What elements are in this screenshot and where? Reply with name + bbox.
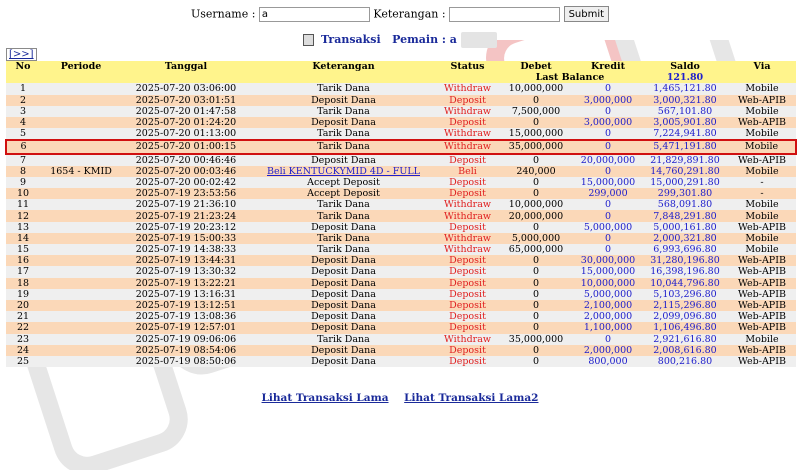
- row-saldo: 2,921,616.80: [642, 334, 728, 345]
- row-saldo: 567,101.80: [642, 106, 728, 117]
- col-debet: Debet: [498, 61, 574, 72]
- row-tanggal: 2025-07-19 21:23:24: [122, 210, 250, 221]
- row-tanggal: 2025-07-19 13:16:31: [122, 289, 250, 300]
- row-saldo: 2,000,321.80: [642, 233, 728, 244]
- row-keterangan: Deposit Dana: [250, 311, 437, 322]
- row-kredit: 3,000,000: [574, 95, 642, 106]
- row-tanggal: 2025-07-19 15:00:33: [122, 233, 250, 244]
- row-via: Mobile: [728, 334, 796, 345]
- row-debet: 0: [498, 95, 574, 106]
- row-via: Web-APIB: [728, 266, 796, 277]
- row-periode: [40, 356, 122, 367]
- row-no: 14: [6, 233, 40, 244]
- row-kredit: 0: [574, 83, 642, 94]
- row-via: Mobile: [728, 244, 796, 255]
- row-saldo: 5,000,161.80: [642, 222, 728, 233]
- row-keterangan: Tarik Dana: [250, 128, 437, 140]
- table-row: [6, 166, 796, 177]
- row-keterangan: Deposit Dana: [250, 222, 437, 233]
- row-status: Withdraw: [437, 233, 498, 244]
- row-no: 2: [6, 95, 40, 106]
- row-status: Deposit: [437, 255, 498, 266]
- search-form: [0, 6, 800, 22]
- row-via: Web-APIB: [728, 278, 796, 289]
- row-keterangan: Tarik Dana: [250, 140, 437, 153]
- row-debet: 0: [498, 177, 574, 188]
- row-via: Mobile: [728, 166, 796, 177]
- row-saldo: 3,000,321.80: [642, 95, 728, 106]
- table-row: [6, 244, 796, 255]
- row-via: Web-APIB: [728, 300, 796, 311]
- row-periode: [40, 322, 122, 333]
- row-saldo: 16,398,196.80: [642, 266, 728, 277]
- row-kredit: 10,000,000: [574, 278, 642, 289]
- table-row: [6, 188, 796, 199]
- row-kredit: 15,000,000: [574, 177, 642, 188]
- row-status: Deposit: [437, 117, 498, 128]
- row-tanggal: 2025-07-19 13:12:51: [122, 300, 250, 311]
- table-header-row: [6, 61, 796, 72]
- table-row: [6, 154, 796, 166]
- row-saldo: 10,044,796.80: [642, 278, 728, 289]
- row-saldo: 800,216.80: [642, 356, 728, 367]
- row-debet: 240,000: [498, 166, 574, 177]
- row-tanggal: 2025-07-19 13:08:36: [122, 311, 250, 322]
- row-via: Web-APIB: [728, 95, 796, 106]
- row-keterangan: Deposit Dana: [250, 300, 437, 311]
- row-debet: 0: [498, 356, 574, 367]
- row-no: 7: [6, 154, 40, 166]
- row-status: Withdraw: [437, 334, 498, 345]
- row-periode: [40, 266, 122, 277]
- row-status: Deposit: [437, 278, 498, 289]
- row-no: 10: [6, 188, 40, 199]
- row-status: Beli: [437, 166, 498, 177]
- row-keterangan: Tarik Dana: [250, 233, 437, 244]
- row-status: Withdraw: [437, 128, 498, 140]
- row-kredit: 20,000,000: [574, 154, 642, 166]
- row-tanggal: 2025-07-19 14:38:33: [122, 244, 250, 255]
- col-tanggal: Tanggal: [122, 61, 250, 72]
- row-periode: [40, 289, 122, 300]
- username-label: Username :: [190, 7, 256, 21]
- table-row: [6, 199, 796, 210]
- row-periode: [40, 188, 122, 199]
- row-saldo: 568,091.80: [642, 199, 728, 210]
- row-tanggal: 2025-07-19 13:44:31: [122, 255, 250, 266]
- table-row: [6, 289, 796, 300]
- table-row: [6, 311, 796, 322]
- row-debet: 20,000,000: [498, 210, 574, 221]
- table-row: [6, 322, 796, 333]
- row-periode: [40, 177, 122, 188]
- row-keterangan: Tarik Dana: [250, 210, 437, 221]
- row-tanggal: 2025-07-20 03:06:00: [122, 83, 250, 94]
- row-debet: 7,500,000: [498, 106, 574, 117]
- row-no: 1: [6, 83, 40, 94]
- row-kredit: 1,100,000: [574, 322, 642, 333]
- row-kredit: 0: [574, 334, 642, 345]
- row-status: Withdraw: [437, 199, 498, 210]
- table-row: [6, 233, 796, 244]
- row-kredit: 0: [574, 106, 642, 117]
- last-balance-value: 121.80: [642, 72, 728, 83]
- row-tanggal: 2025-07-19 13:30:32: [122, 266, 250, 277]
- row-periode: [40, 300, 122, 311]
- table-row: [6, 278, 796, 289]
- row-no: 5: [6, 128, 40, 140]
- row-via: -: [728, 177, 796, 188]
- row-saldo: 2,099,096.80: [642, 311, 728, 322]
- row-kredit: 0: [574, 233, 642, 244]
- row-saldo: 3,005,901.80: [642, 117, 728, 128]
- row-debet: 0: [498, 266, 574, 277]
- row-via: Mobile: [728, 199, 796, 210]
- row-kredit: 15,000,000: [574, 266, 642, 277]
- row-debet: 0: [498, 117, 574, 128]
- row-tanggal: 2025-07-20 00:46:46: [122, 154, 250, 166]
- row-kredit: 0: [574, 140, 642, 153]
- last-balance-row: [6, 72, 796, 83]
- row-tanggal: 2025-07-19 12:57:01: [122, 322, 250, 333]
- row-keterangan: Accept Deposit: [250, 188, 437, 199]
- row-status: Deposit: [437, 289, 498, 300]
- document-icon: [303, 34, 314, 46]
- row-kredit: 5,000,000: [574, 289, 642, 300]
- row-keterangan: Tarik Dana: [250, 106, 437, 117]
- row-periode: [40, 83, 122, 94]
- row-tanggal: 2025-07-19 21:36:10: [122, 199, 250, 210]
- row-tanggal: 2025-07-19 08:54:06: [122, 345, 250, 356]
- row-periode: [40, 210, 122, 221]
- row-status: Deposit: [437, 188, 498, 199]
- table-row: [6, 255, 796, 266]
- row-kredit: 0: [574, 166, 642, 177]
- row-no: 11: [6, 199, 40, 210]
- row-debet: 0: [498, 188, 574, 199]
- table-row: [6, 117, 796, 128]
- row-status: Deposit: [437, 95, 498, 106]
- last-balance-label: Last Balance: [498, 72, 642, 83]
- row-keterangan: Deposit Dana: [250, 345, 437, 356]
- row-saldo: 1,465,121.80: [642, 83, 728, 94]
- row-via: Web-APIB: [728, 222, 796, 233]
- row-via: Mobile: [728, 128, 796, 140]
- row-tanggal: 2025-07-20 00:02:42: [122, 177, 250, 188]
- row-periode: [40, 244, 122, 255]
- table-row: [6, 95, 796, 106]
- row-periode: [40, 278, 122, 289]
- table-row: [6, 106, 796, 117]
- col-no: No: [6, 61, 40, 72]
- row-keterangan: Deposit Dana: [250, 322, 437, 333]
- keterangan-label: Keterangan :: [373, 7, 446, 21]
- submit-button[interactable]: Submit: [564, 6, 609, 22]
- row-keterangan: Deposit Dana: [250, 117, 437, 128]
- row-saldo: 5,471,191.80: [642, 140, 728, 153]
- row-via: Mobile: [728, 233, 796, 244]
- row-kredit: 299,000: [574, 188, 642, 199]
- row-kredit: 0: [574, 210, 642, 221]
- table-row: [6, 140, 796, 153]
- table-row: [6, 222, 796, 233]
- row-no: 13: [6, 222, 40, 233]
- row-saldo: 5,103,296.80: [642, 289, 728, 300]
- row-tanggal: 2025-07-20 00:03:46: [122, 166, 250, 177]
- row-no: 6: [6, 140, 40, 153]
- row-no: 23: [6, 334, 40, 345]
- row-no: 19: [6, 289, 40, 300]
- row-debet: 0: [498, 311, 574, 322]
- row-debet: 0: [498, 345, 574, 356]
- row-saldo: 31,280,196.80: [642, 255, 728, 266]
- row-no: 18: [6, 278, 40, 289]
- row-tanggal: 2025-07-20 01:00:15: [122, 140, 250, 153]
- table-row: [6, 210, 796, 221]
- row-keterangan: Tarik Dana: [250, 334, 437, 345]
- row-no: 15: [6, 244, 40, 255]
- redacted-player-name: [461, 32, 497, 48]
- col-kredit: Kredit: [574, 61, 642, 72]
- row-keterangan[interactable]: Beli KENTUCKYMID 4D - FULL: [250, 166, 437, 177]
- table-row: [6, 128, 796, 140]
- transaksi-title: Transaksi: [321, 33, 381, 46]
- row-saldo: 2,008,616.80: [642, 345, 728, 356]
- row-status: Deposit: [437, 322, 498, 333]
- col-status: Status: [437, 61, 498, 72]
- row-debet: 35,000,000: [498, 140, 574, 153]
- row-debet: 0: [498, 222, 574, 233]
- row-via: Web-APIB: [728, 255, 796, 266]
- lihat-transaksi-lama2-link[interactable]: Lihat Transaksi Lama2: [404, 392, 539, 404]
- row-kredit: 800,000: [574, 356, 642, 367]
- row-tanggal: 2025-07-19 08:50:06: [122, 356, 250, 367]
- table-row: [6, 300, 796, 311]
- col-saldo: Saldo: [642, 61, 728, 72]
- lihat-transaksi-lama-link[interactable]: Lihat Transaksi Lama: [261, 392, 389, 404]
- row-keterangan: Deposit Dana: [250, 154, 437, 166]
- row-debet: 0: [498, 278, 574, 289]
- row-via: Web-APIB: [728, 311, 796, 322]
- row-status: Deposit: [437, 356, 498, 367]
- row-debet: 0: [498, 300, 574, 311]
- row-status: Withdraw: [437, 210, 498, 221]
- row-debet: 5,000,000: [498, 233, 574, 244]
- row-no: 24: [6, 345, 40, 356]
- row-periode: [40, 233, 122, 244]
- row-debet: 10,000,000: [498, 199, 574, 210]
- row-periode: [40, 199, 122, 210]
- row-status: Deposit: [437, 154, 498, 166]
- transaction-table: [5, 61, 797, 367]
- row-keterangan: Tarik Dana: [250, 244, 437, 255]
- keterangan-input[interactable]: [449, 7, 560, 22]
- row-no: 8: [6, 166, 40, 177]
- row-debet: 35,000,000: [498, 334, 574, 345]
- row-via: Web-APIB: [728, 322, 796, 333]
- row-via: Web-APIB: [728, 154, 796, 166]
- table-row: [6, 356, 796, 367]
- row-keterangan: Deposit Dana: [250, 278, 437, 289]
- row-keterangan: Deposit Dana: [250, 266, 437, 277]
- row-keterangan: Deposit Dana: [250, 289, 437, 300]
- row-kredit: 0: [574, 199, 642, 210]
- row-no: 25: [6, 356, 40, 367]
- row-via: Web-APIB: [728, 356, 796, 367]
- col-periode: Periode: [40, 61, 122, 72]
- row-debet: 10,000,000: [498, 83, 574, 94]
- row-no: 16: [6, 255, 40, 266]
- row-periode: [40, 255, 122, 266]
- row-tanggal: 2025-07-19 20:23:12: [122, 222, 250, 233]
- row-kredit: 2,000,000: [574, 311, 642, 322]
- row-saldo: 299,301.80: [642, 188, 728, 199]
- row-status: Withdraw: [437, 106, 498, 117]
- row-tanggal: 2025-07-19 09:06:06: [122, 334, 250, 345]
- row-periode: [40, 154, 122, 166]
- row-saldo: 2,115,296.80: [642, 300, 728, 311]
- row-periode: [40, 222, 122, 233]
- row-saldo: 21,829,891.80: [642, 154, 728, 166]
- row-no: 21: [6, 311, 40, 322]
- row-keterangan: Accept Deposit: [250, 177, 437, 188]
- row-via: -: [728, 188, 796, 199]
- row-via: Mobile: [728, 210, 796, 221]
- row-kredit: 0: [574, 128, 642, 140]
- row-status: Deposit: [437, 300, 498, 311]
- username-input[interactable]: [259, 7, 370, 22]
- row-status: Deposit: [437, 266, 498, 277]
- row-periode: [40, 106, 122, 117]
- table-row: [6, 266, 796, 277]
- row-debet: 0: [498, 322, 574, 333]
- col-keterangan: Keterangan: [250, 61, 437, 72]
- row-saldo: 7,848,291.80: [642, 210, 728, 221]
- row-saldo: 7,224,941.80: [642, 128, 728, 140]
- row-periode: [40, 345, 122, 356]
- row-keterangan: Deposit Dana: [250, 255, 437, 266]
- row-no: 22: [6, 322, 40, 333]
- row-via: Mobile: [728, 106, 796, 117]
- row-saldo: 14,760,291.80: [642, 166, 728, 177]
- row-via: Web-APIB: [728, 289, 796, 300]
- row-status: Deposit: [437, 345, 498, 356]
- row-periode: [40, 128, 122, 140]
- row-kredit: 2,100,000: [574, 300, 642, 311]
- row-no: 20: [6, 300, 40, 311]
- row-periode: [40, 117, 122, 128]
- row-status: Withdraw: [437, 83, 498, 94]
- row-kredit: 2,000,000: [574, 345, 642, 356]
- row-periode: [40, 334, 122, 345]
- row-periode: [40, 311, 122, 322]
- row-via: Mobile: [728, 83, 796, 94]
- row-status: Withdraw: [437, 244, 498, 255]
- table-row: [6, 334, 796, 345]
- row-debet: 0: [498, 289, 574, 300]
- row-kredit: 30,000,000: [574, 255, 642, 266]
- footer-links: [0, 392, 800, 404]
- row-tanggal: 2025-07-19 13:22:21: [122, 278, 250, 289]
- page-heading: [0, 32, 800, 48]
- row-periode: [40, 95, 122, 106]
- row-tanggal: 2025-07-20 01:24:20: [122, 117, 250, 128]
- row-tanggal: 2025-07-20 01:13:00: [122, 128, 250, 140]
- row-status: Deposit: [437, 222, 498, 233]
- row-via: Mobile: [728, 140, 796, 153]
- row-kredit: 0: [574, 244, 642, 255]
- row-tanggal: 2025-07-19 23:53:56: [122, 188, 250, 199]
- row-saldo: 15,000,291.80: [642, 177, 728, 188]
- table-row: [6, 345, 796, 356]
- row-no: 9: [6, 177, 40, 188]
- row-tanggal: 2025-07-20 01:47:58: [122, 106, 250, 117]
- row-saldo: 1,106,496.80: [642, 322, 728, 333]
- row-no: 17: [6, 266, 40, 277]
- row-debet: 15,000,000: [498, 128, 574, 140]
- row-periode: [40, 140, 122, 153]
- row-keterangan: Deposit Dana: [250, 356, 437, 367]
- row-status: Deposit: [437, 311, 498, 322]
- row-status: Deposit: [437, 177, 498, 188]
- row-status: Withdraw: [437, 140, 498, 153]
- row-saldo: 6,993,696.80: [642, 244, 728, 255]
- pemain-label: Pemain : a: [392, 33, 457, 46]
- next-page-link[interactable]: [>>]: [6, 48, 37, 61]
- row-debet: 0: [498, 154, 574, 166]
- row-debet: 65,000,000: [498, 244, 574, 255]
- table-row: [6, 83, 796, 94]
- row-keterangan: Tarik Dana: [250, 199, 437, 210]
- row-tanggal: 2025-07-20 03:01:51: [122, 95, 250, 106]
- row-no: 12: [6, 210, 40, 221]
- row-no: 4: [6, 117, 40, 128]
- row-keterangan: Deposit Dana: [250, 95, 437, 106]
- col-via: Via: [728, 61, 796, 72]
- row-via: Web-APIB: [728, 345, 796, 356]
- row-debet: 0: [498, 255, 574, 266]
- row-no: 3: [6, 106, 40, 117]
- row-keterangan: Tarik Dana: [250, 83, 437, 94]
- row-kredit: 5,000,000: [574, 222, 642, 233]
- row-via: Web-APIB: [728, 117, 796, 128]
- row-kredit: 3,000,000: [574, 117, 642, 128]
- row-periode: 1654 - KMID: [40, 166, 122, 177]
- table-row: [6, 177, 796, 188]
